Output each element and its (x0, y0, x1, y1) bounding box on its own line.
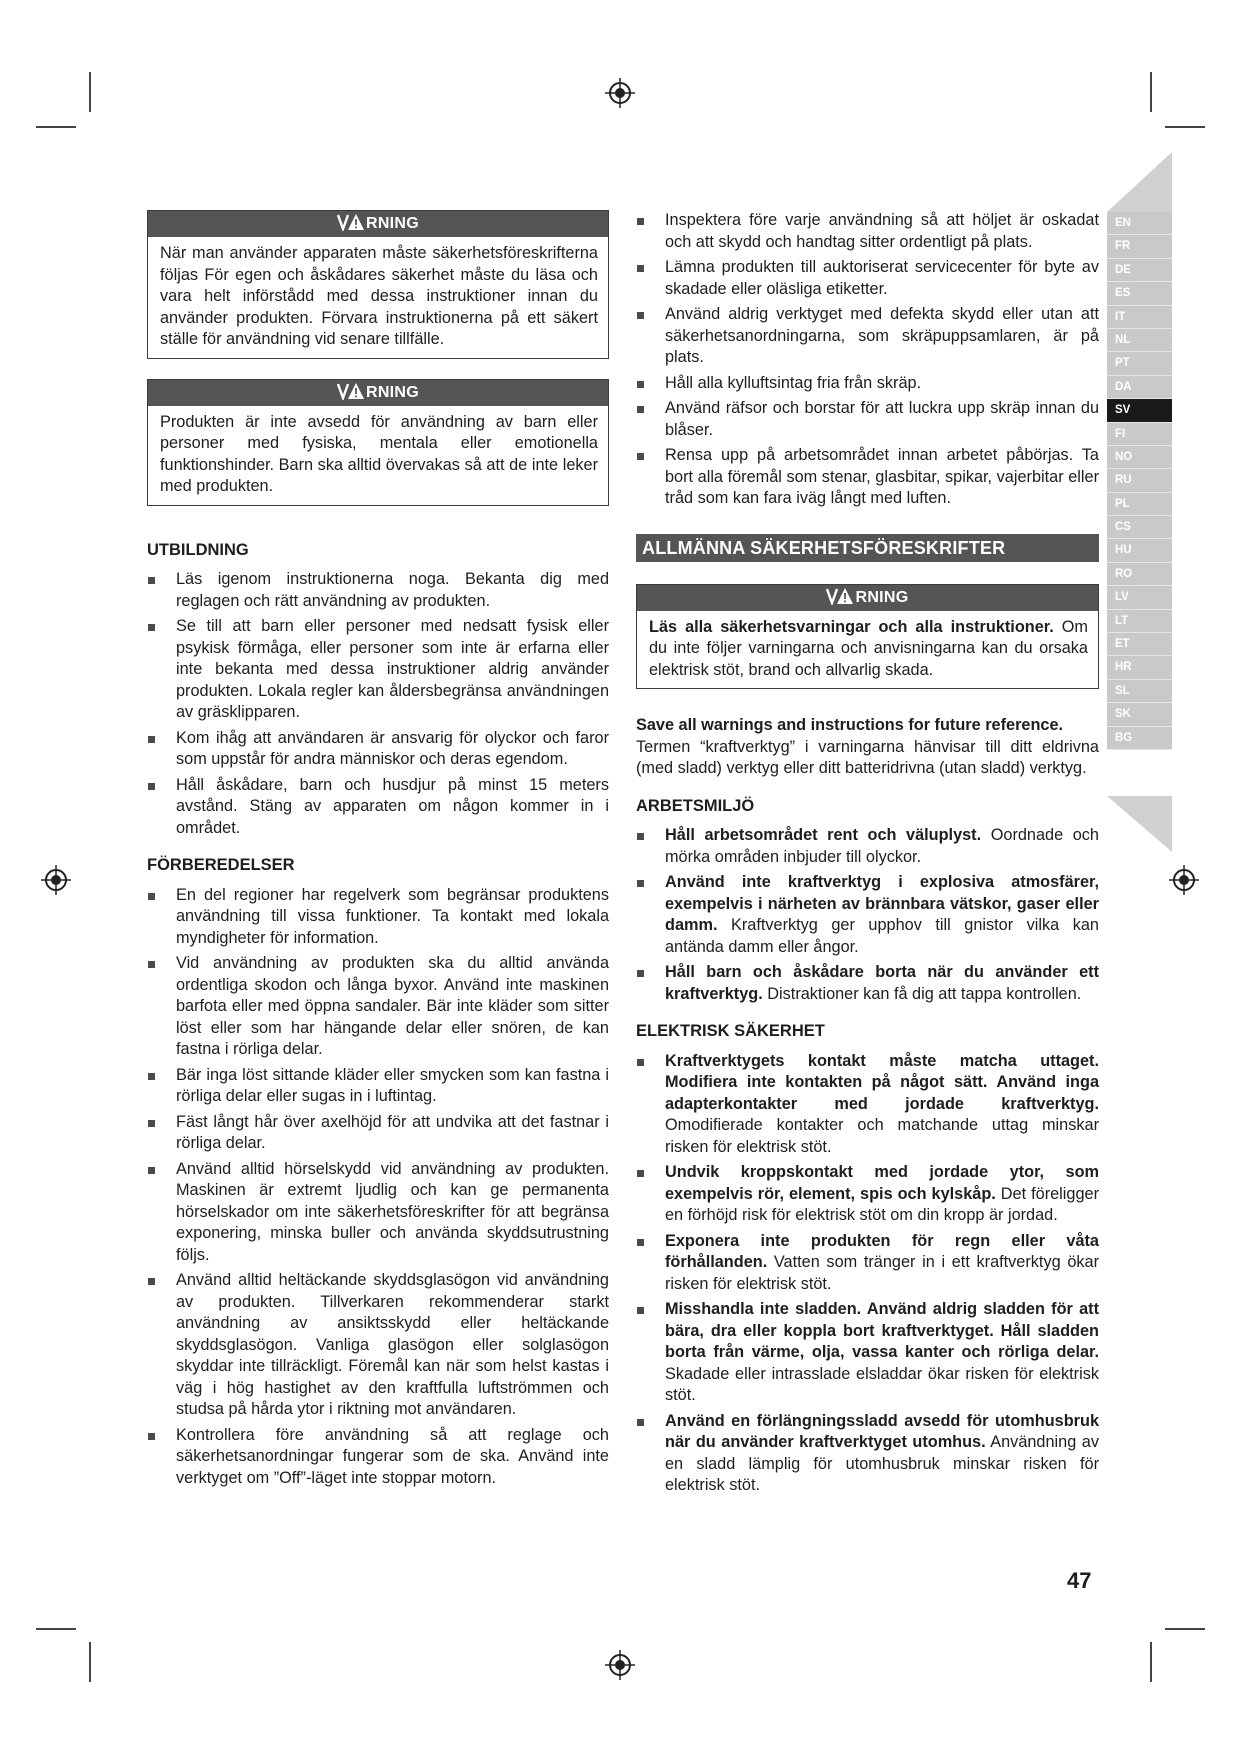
list-item: Misshandla inte sladden. Använd aldrig sladden för att bära, dra eller koppla bort kraftverktyget. Håll sladden borta från värme, olja, vassa kanter och rörliga delar. Skadade eller intrasslade elsladdar ökar risken för elektrisk stöt. (636, 1299, 1099, 1407)
language-tab[interactable]: NL (1107, 329, 1172, 352)
language-tab[interactable]: ET (1107, 633, 1172, 656)
list-item: Använd räfsor och borstar för att luckra upp skräp innan du blåser. (636, 398, 1099, 441)
crop-mark (1165, 126, 1205, 128)
bullet-icon (637, 265, 644, 272)
language-tab[interactable]: FI (1107, 423, 1172, 446)
page-number: 47 (1067, 1568, 1092, 1593)
term-definition: Termen “kraftverktyg” i varningarna hänvisar till ditt eldrivna (med sladd) verktyg eller ditt batteridrivna (utan sladd) verktyg. (636, 737, 1099, 777)
crop-mark (1150, 1642, 1152, 1682)
tab-triangle-top (1107, 152, 1172, 212)
bullet-icon (148, 1278, 155, 1285)
bullet-icon (148, 736, 155, 743)
warning-text: Produkten är inte avsedd för användning av barn eller personer med fysiska, mentala eller emotionella funktionshinder. Barn ska alltid övervakas så att de inte leker med produkten. (160, 412, 598, 495)
list-item: Kraftverktygets kontakt måste matcha uttaget. Modifiera inte kontakten på något sätt. Använd inga adapterkontakter med jordade kraftverktyg. Omodifierade kontakter och matchande uttag minskar risken för elektrisk stöt. (636, 1051, 1099, 1159)
warning-text (637, 611, 1098, 689)
warning-box (636, 584, 1099, 690)
warning-header (148, 380, 608, 406)
warning-header (637, 585, 1098, 611)
list-item: Exponera inte produkten för regn eller våta förhållanden. Vatten som tränger in i ett kraftverktyg ökar risken för elektrisk stöt. (636, 1231, 1099, 1296)
language-tab[interactable]: IT (1107, 306, 1172, 329)
crop-mark (1165, 1628, 1205, 1630)
warning-icon (337, 382, 365, 400)
bullet-icon (637, 381, 644, 388)
bullet-icon (148, 893, 155, 900)
bullet-icon (637, 453, 644, 460)
language-tab[interactable]: LT (1107, 610, 1172, 633)
bullet-icon (148, 624, 155, 631)
bullet-icon (148, 1433, 155, 1440)
forberedelser-list (147, 885, 609, 1490)
crop-mark (89, 1642, 91, 1682)
list-item: Håll arbetsområdet rent och väluplyst. Oordnade och mörka områden inbjuder till olyckor. (636, 825, 1099, 868)
bullet-icon (637, 1419, 644, 1426)
language-tab[interactable]: DE (1107, 259, 1172, 282)
language-tab[interactable]: RO (1107, 563, 1172, 586)
list-item: Håll barn och åskådare borta när du använder ett kraftverktyg. Distraktioner kan få dig att tappa kontrollen. (636, 962, 1099, 1005)
language-tab[interactable]: SK (1107, 703, 1172, 726)
warning-header (148, 211, 608, 237)
registration-mark-icon (605, 78, 635, 108)
list-item: Se till att barn eller personer med nedsatt fysisk eller psykisk förmåga, eller personer som inte är erfarna eller inte bekanta med dessa instruktioner aldrig använder produkten. Lokala regler kan åldersbegränsa användningen av gräsklipparen. (147, 616, 609, 724)
crop-mark (36, 1628, 76, 1630)
language-tab[interactable]: RU (1107, 469, 1172, 492)
list-item: Använd en förlängningssladd avsedd för utomhusbruk när du använder kraftverktyget utomhus. Användning av en sladd lämplig för utomhusbruk minskar risken för elektrisk stöt. (636, 1411, 1099, 1497)
bullet-icon (637, 1307, 644, 1314)
list-item: Vid användning av produkten ska du alltid använda ordentliga skodon och långa byxor. Använd inte maskinen barfota eller med öppna sandaler. Bär inte kläder som sitter löst eller som har hängande delar eller snören, de kan fastna i rörliga delar. (147, 953, 609, 1061)
list-item: Bär inga löst sittande kläder eller smycken som kan fastna i rörliga delar eller sugas in i luftintag. (147, 1065, 609, 1108)
language-tab[interactable]: EN (1107, 212, 1172, 235)
warning-icon (337, 213, 365, 231)
crop-mark (1150, 72, 1152, 112)
language-tab[interactable]: PL (1107, 493, 1172, 516)
list-item: Lämna produkten till auktoriserat servicecenter för byte av skadade eller oläsliga etiketter. (636, 257, 1099, 300)
arbetsmiljo-list (636, 825, 1099, 1005)
warning-box (147, 379, 609, 506)
bullet-icon (148, 1120, 155, 1127)
language-tab[interactable]: CS (1107, 516, 1172, 539)
bullet-icon (637, 312, 644, 319)
right-column (636, 210, 1099, 1501)
registration-mark-icon (605, 1650, 635, 1680)
top-list (636, 210, 1099, 510)
bullet-icon (148, 961, 155, 968)
warning-bold-text: Läs alla säkerhetsvarningar och alla instruktioner. (649, 617, 1054, 636)
list-item: En del regioner har regelverk som begränsar produktens användning till vissa funktioner. Ta kontakt med lokala myndigheter för information. (147, 885, 609, 950)
bullet-icon (637, 1170, 644, 1177)
section-title-arbetsmiljo: ARBETSMILJÖ (636, 796, 755, 815)
tab-triangle-bottom (1107, 796, 1172, 852)
list-item: Rensa upp på arbetsområdet innan arbetet påbörjas. Ta bort alla föremål som stenar, glasbitar, spikar, vajerbitar eller tråd som kan fara iväg långt med luften. (636, 445, 1099, 510)
bullet-icon (637, 1239, 644, 1246)
warning-icon (826, 587, 854, 605)
list-item: Håll alla kylluftsintag fria från skräp. (636, 373, 1099, 395)
language-tab[interactable]: NO (1107, 446, 1172, 469)
language-tab[interactable]: PT (1107, 352, 1172, 375)
bullet-icon (148, 1073, 155, 1080)
bullet-icon (637, 833, 644, 840)
crop-mark (89, 72, 91, 112)
language-tab[interactable]: LV (1107, 586, 1172, 609)
language-tab-active[interactable]: SV (1107, 399, 1172, 422)
left-column (147, 210, 609, 1493)
warning-rest-text: Om du inte följer varningarna och anvisningarna kan du orsaka elektrisk stöt, brand och allvarlig skada. (649, 617, 1088, 679)
bullet-icon (637, 970, 644, 977)
list-item: Använd alltid heltäckande skyddsglasögon vid användning av produkten. Tillverkaren rekommenderar starkt användning av ansiktsskydd eller heltäckande skyddsglasögon. Vanliga glasögon eller solglasögon skyddar inte tillräckligt. Föremål kan när som helst kastas i väg i hög hastighet av den kraftfulla luftströmmen och studsa på hårda ytor i riktning mot användaren. (147, 1270, 609, 1421)
warning-title: RNING (365, 383, 420, 401)
bullet-icon (637, 880, 644, 887)
list-item: Använd alltid hörselskydd vid användning av produkten. Maskinen är extremt ljudlig och kan ge permanenta hörselskador om inte säkerhetsföreskrifter för att begränsa exponering, minska buller och använda skyddsutrustning följs. (147, 1159, 609, 1267)
bullet-icon (148, 783, 155, 790)
bullet-icon (637, 218, 644, 225)
list-item: Håll åskådare, barn och husdjur på minst 15 meters avstånd. Stäng av apparaten om någon kommer in i området. (147, 775, 609, 840)
section-title-elektrisk: ELEKTRISK SÄKERHET (636, 1022, 825, 1040)
warning-box (147, 210, 609, 359)
save-instructions: Save all warnings and instructions for future reference. (636, 716, 1064, 734)
list-item: Inspektera före varje användning så att höljet är oskadat och att skydd och handtag sitter ordentligt på plats. (636, 210, 1099, 253)
utbildning-list (147, 569, 609, 839)
list-item: Fäst långt hår över axelhöjd för att undvika att det fastnar i rörliga delar. (147, 1112, 609, 1155)
language-tab[interactable]: FR (1107, 235, 1172, 258)
registration-mark-icon (1169, 865, 1199, 895)
warning-title: RNING (365, 215, 420, 232)
language-tab[interactable]: BG (1107, 727, 1172, 750)
list-item: Läs igenom instruktionerna noga. Bekanta dig med reglagen och rätt användning av produkten. (147, 569, 609, 612)
bullet-icon (148, 1167, 155, 1174)
language-tabs (1107, 212, 1172, 750)
list-item: Kontrollera före användning så att reglage och säkerhetsanordningar fungerar som de ska. Använd inte verktyget om ”Off”-läget inte stoppar motorn. (147, 1425, 609, 1490)
list-item: Använd inte kraftverktyg i explosiva atmosfärer, exempelvis i närheten av brännbara vätskor, gaser eller damm. Kraftverktyg ger upphov till gnistor vilka kan antända damm eller ångor. (636, 872, 1099, 958)
language-tab[interactable]: HU (1107, 539, 1172, 562)
list-item: Kom ihåg att användaren är ansvarig för olyckor och faror som uppstår för andra människor och deras egendom. (147, 728, 609, 771)
section-bar-general-safety: ALLMÄNNA SÄKERHETSFÖRESKRIFTER (636, 534, 1099, 562)
language-tab[interactable]: ES (1107, 282, 1172, 305)
registration-mark-icon (41, 865, 71, 895)
elektrisk-list (636, 1051, 1099, 1497)
bullet-icon (148, 577, 155, 584)
warning-text: När man använder apparaten måste säkerhetsföreskrifterna följas För egen och åskådares säkerhet måste du läsa och vara helt införstådd med dessa instruktioner innan du använder produkten. Förvara instruktionerna på ett säkert ställe för användning vid senare tillfälle. (160, 244, 598, 348)
list-item: Undvik kroppskontakt med jordade ytor, som exempelvis rör, element, spis och kylskåp. Det föreligger en förhöjd risk för elektrisk stöt om din kropp är jordad. (636, 1162, 1099, 1227)
section-title-forberedelser: FÖRBEREDELSER (147, 856, 295, 874)
bullet-icon (637, 1059, 644, 1066)
warning-title: RNING (855, 588, 909, 606)
list-item: Använd aldrig verktyget med defekta skydd eller utan att säkerhetsanordningarna, som skräpuppsamlaren, är på plats. (636, 304, 1099, 369)
language-tab[interactable]: DA (1107, 376, 1172, 399)
language-tab[interactable]: SL (1107, 680, 1172, 703)
bullet-icon (637, 406, 644, 413)
section-title-utbildning: UTBILDNING (147, 540, 249, 559)
language-tab[interactable]: HR (1107, 656, 1172, 679)
crop-mark (36, 126, 76, 128)
